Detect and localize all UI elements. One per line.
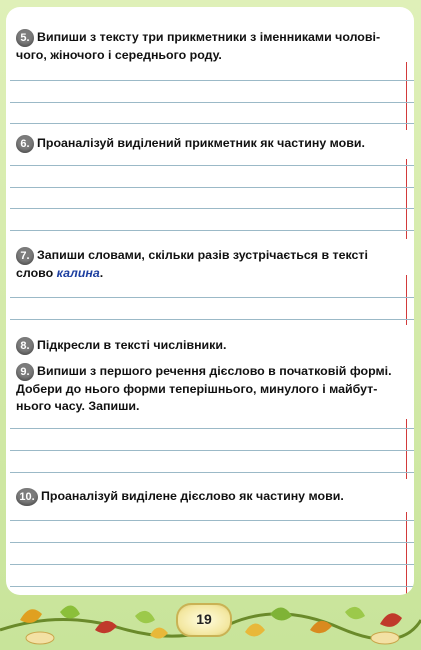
- writing-line: [10, 230, 414, 231]
- task-text: .: [99, 266, 104, 280]
- task-text: нього часу. Запиши.: [16, 399, 140, 413]
- task-text: слово: [16, 266, 57, 280]
- writing-line: [10, 428, 414, 429]
- task-number-badge: 7.: [16, 247, 34, 265]
- writing-line: [10, 102, 414, 103]
- writing-line: [10, 297, 414, 298]
- task-text: Випиши з першого речення дієслово в початковій формі.: [37, 364, 392, 378]
- writing-line: [10, 319, 414, 320]
- task-10: [16, 488, 396, 506]
- writing-line: [10, 165, 414, 166]
- task-7: [16, 247, 396, 282]
- task-text: чого, жіночого і середнього роду.: [16, 48, 222, 62]
- page-number-badge: [176, 603, 232, 637]
- worksheet-page: [6, 7, 414, 595]
- writing-line: [10, 586, 414, 587]
- task-text: Добери до нього форми теперішнього, минулого і майбут-: [16, 382, 378, 396]
- writing-line: [10, 80, 414, 81]
- task-text: Проаналізуй виділене дієслово як частину мови.: [41, 489, 344, 503]
- task-number-badge: 5.: [16, 29, 34, 47]
- task-5: [16, 29, 396, 64]
- task-text: Запиши словами, скільки разів зустрічається в тексті: [37, 248, 368, 262]
- task-text: Проаналізуй виділений прикметник як частину мови.: [37, 136, 365, 150]
- margin-line: [406, 159, 407, 239]
- writing-line: [10, 542, 414, 543]
- margin-line: [406, 62, 407, 130]
- task-number-badge: 6.: [16, 135, 34, 153]
- task-8: [16, 337, 396, 355]
- writing-line: [10, 187, 414, 188]
- task-6: [16, 135, 396, 153]
- writing-line: [10, 564, 414, 565]
- task-number-badge: 8.: [16, 337, 34, 355]
- margin-line: [406, 512, 407, 594]
- task-text: Підкресли в тексті числівники.: [37, 338, 227, 352]
- writing-line: [10, 472, 414, 473]
- task-number-badge: 9.: [16, 363, 34, 381]
- task-9: [16, 363, 396, 415]
- task-number-badge: 10.: [16, 488, 38, 506]
- page-number: 19: [196, 611, 212, 627]
- writing-line: [10, 520, 414, 521]
- writing-line: [10, 450, 414, 451]
- writing-line: [10, 208, 414, 209]
- writing-line: [10, 123, 414, 124]
- highlighted-word: калина: [56, 266, 100, 280]
- margin-line: [406, 275, 407, 325]
- task-text: Випиши з тексту три прикметники з іменниками чолові-: [37, 30, 381, 44]
